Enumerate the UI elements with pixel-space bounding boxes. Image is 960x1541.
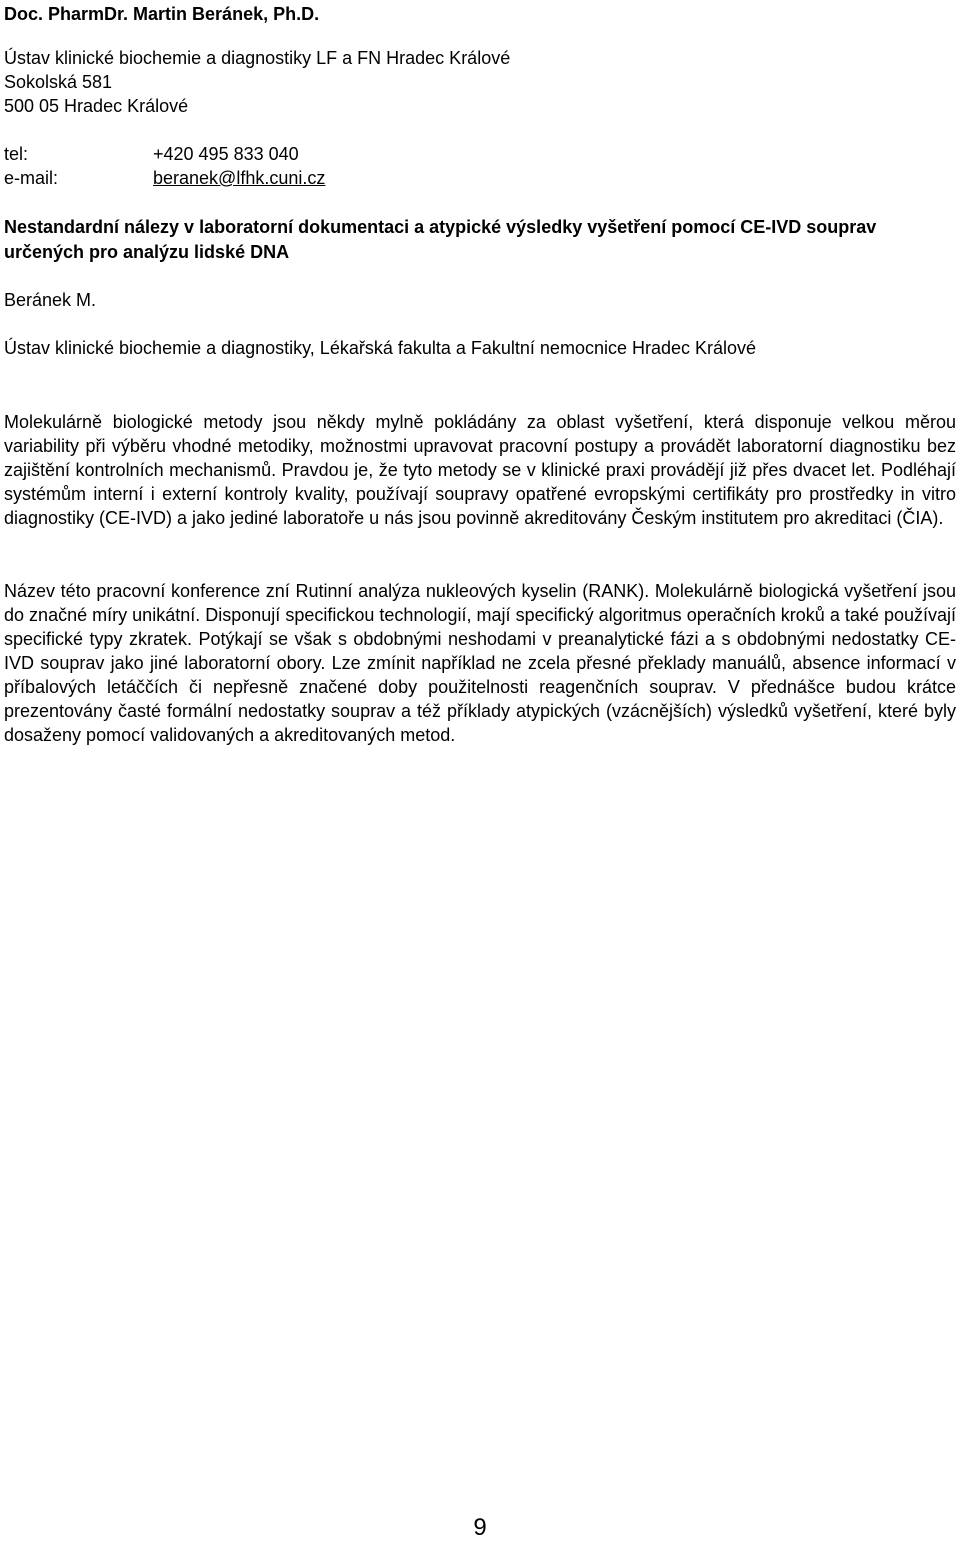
abstract-paragraph-1: Molekulárně biologické metody jsou někdy mylně pokládány za oblast vyšetření, která disponuje velkou měrou variability při výběru vhodné metodiky, možnostmi upravovat pracovní postupy a provádět laboratorní diagnostiku bez zajištění kontrolních mechanismů. Pravdou je, že tyto metody se v klinické praxi provádějí již přes dvacet let. Podléhají systémům interní i externí kontroly kvality, používají soupravy opatřené evropskými certifikáty pro prostředky in vitro diagnostiky (CE-IVD) a jako jediné laboratoře u nás jsou povinně akreditovány Českým institutem pro akreditaci (ČIA).: [4, 412, 956, 528]
abstract-author: Beránek M.: [4, 290, 97, 310]
page-number: 9: [473, 1514, 487, 1541]
author-name: Doc. PharmDr. Martin Beránek, Ph.D.: [4, 4, 320, 24]
contact-tel: [4, 142, 299, 166]
address-city: 500 05 Hradec Králové: [4, 96, 189, 116]
email-label: e-mail:: [4, 168, 59, 188]
email-link[interactable]: beranek@lfhk.cuni.cz: [153, 168, 326, 188]
tel-label: tel:: [4, 144, 29, 164]
address-institution: Ústav klinické biochemie a diagnostiky LF a FN Hradec Králové: [4, 48, 511, 68]
abstract-title: Nestandardní nálezy v laboratorní dokumentaci a atypické výsledky vyšetření pomocí CE-IVD souprav určených pro analýzu lidské DNA: [4, 217, 877, 262]
abstract-affiliation: Ústav klinické biochemie a diagnostiky, Lékařská fakulta a Fakultní nemocnice Hradec Králové: [4, 338, 757, 358]
contact-email: [4, 166, 325, 190]
tel-value: +420 495 833 040: [153, 144, 299, 164]
address-street: Sokolská 581: [4, 72, 113, 92]
abstract-paragraph-2: Název této pracovní konference zní Rutinní analýza nukleových kyselin (RANK). Molekulárně biologická vyšetření jsou do značné míry unikátní. Disponují specifickou technologií, mají specifický algoritmus operačních kroků a také používají specifické typy zkratek. Potýkají se však s obdobnými neshodami v preanalytické fázi a s obdobnými nedostatky CE-IVD souprav jako jiné laboratorní obory. Lze zmínit například ne zcela přesné překlady manuálů, absence informací v příbalových letáččích či nepřesně značené doby použitelnosti reagenčních souprav. V přednášce budou krátce prezentovány časté formální nedostatky souprav a též příklady atypických (vzácnějších) výsledků vyšetření, které byly dosaženy pomocí validovaných a akreditovaných metod.: [4, 581, 956, 745]
